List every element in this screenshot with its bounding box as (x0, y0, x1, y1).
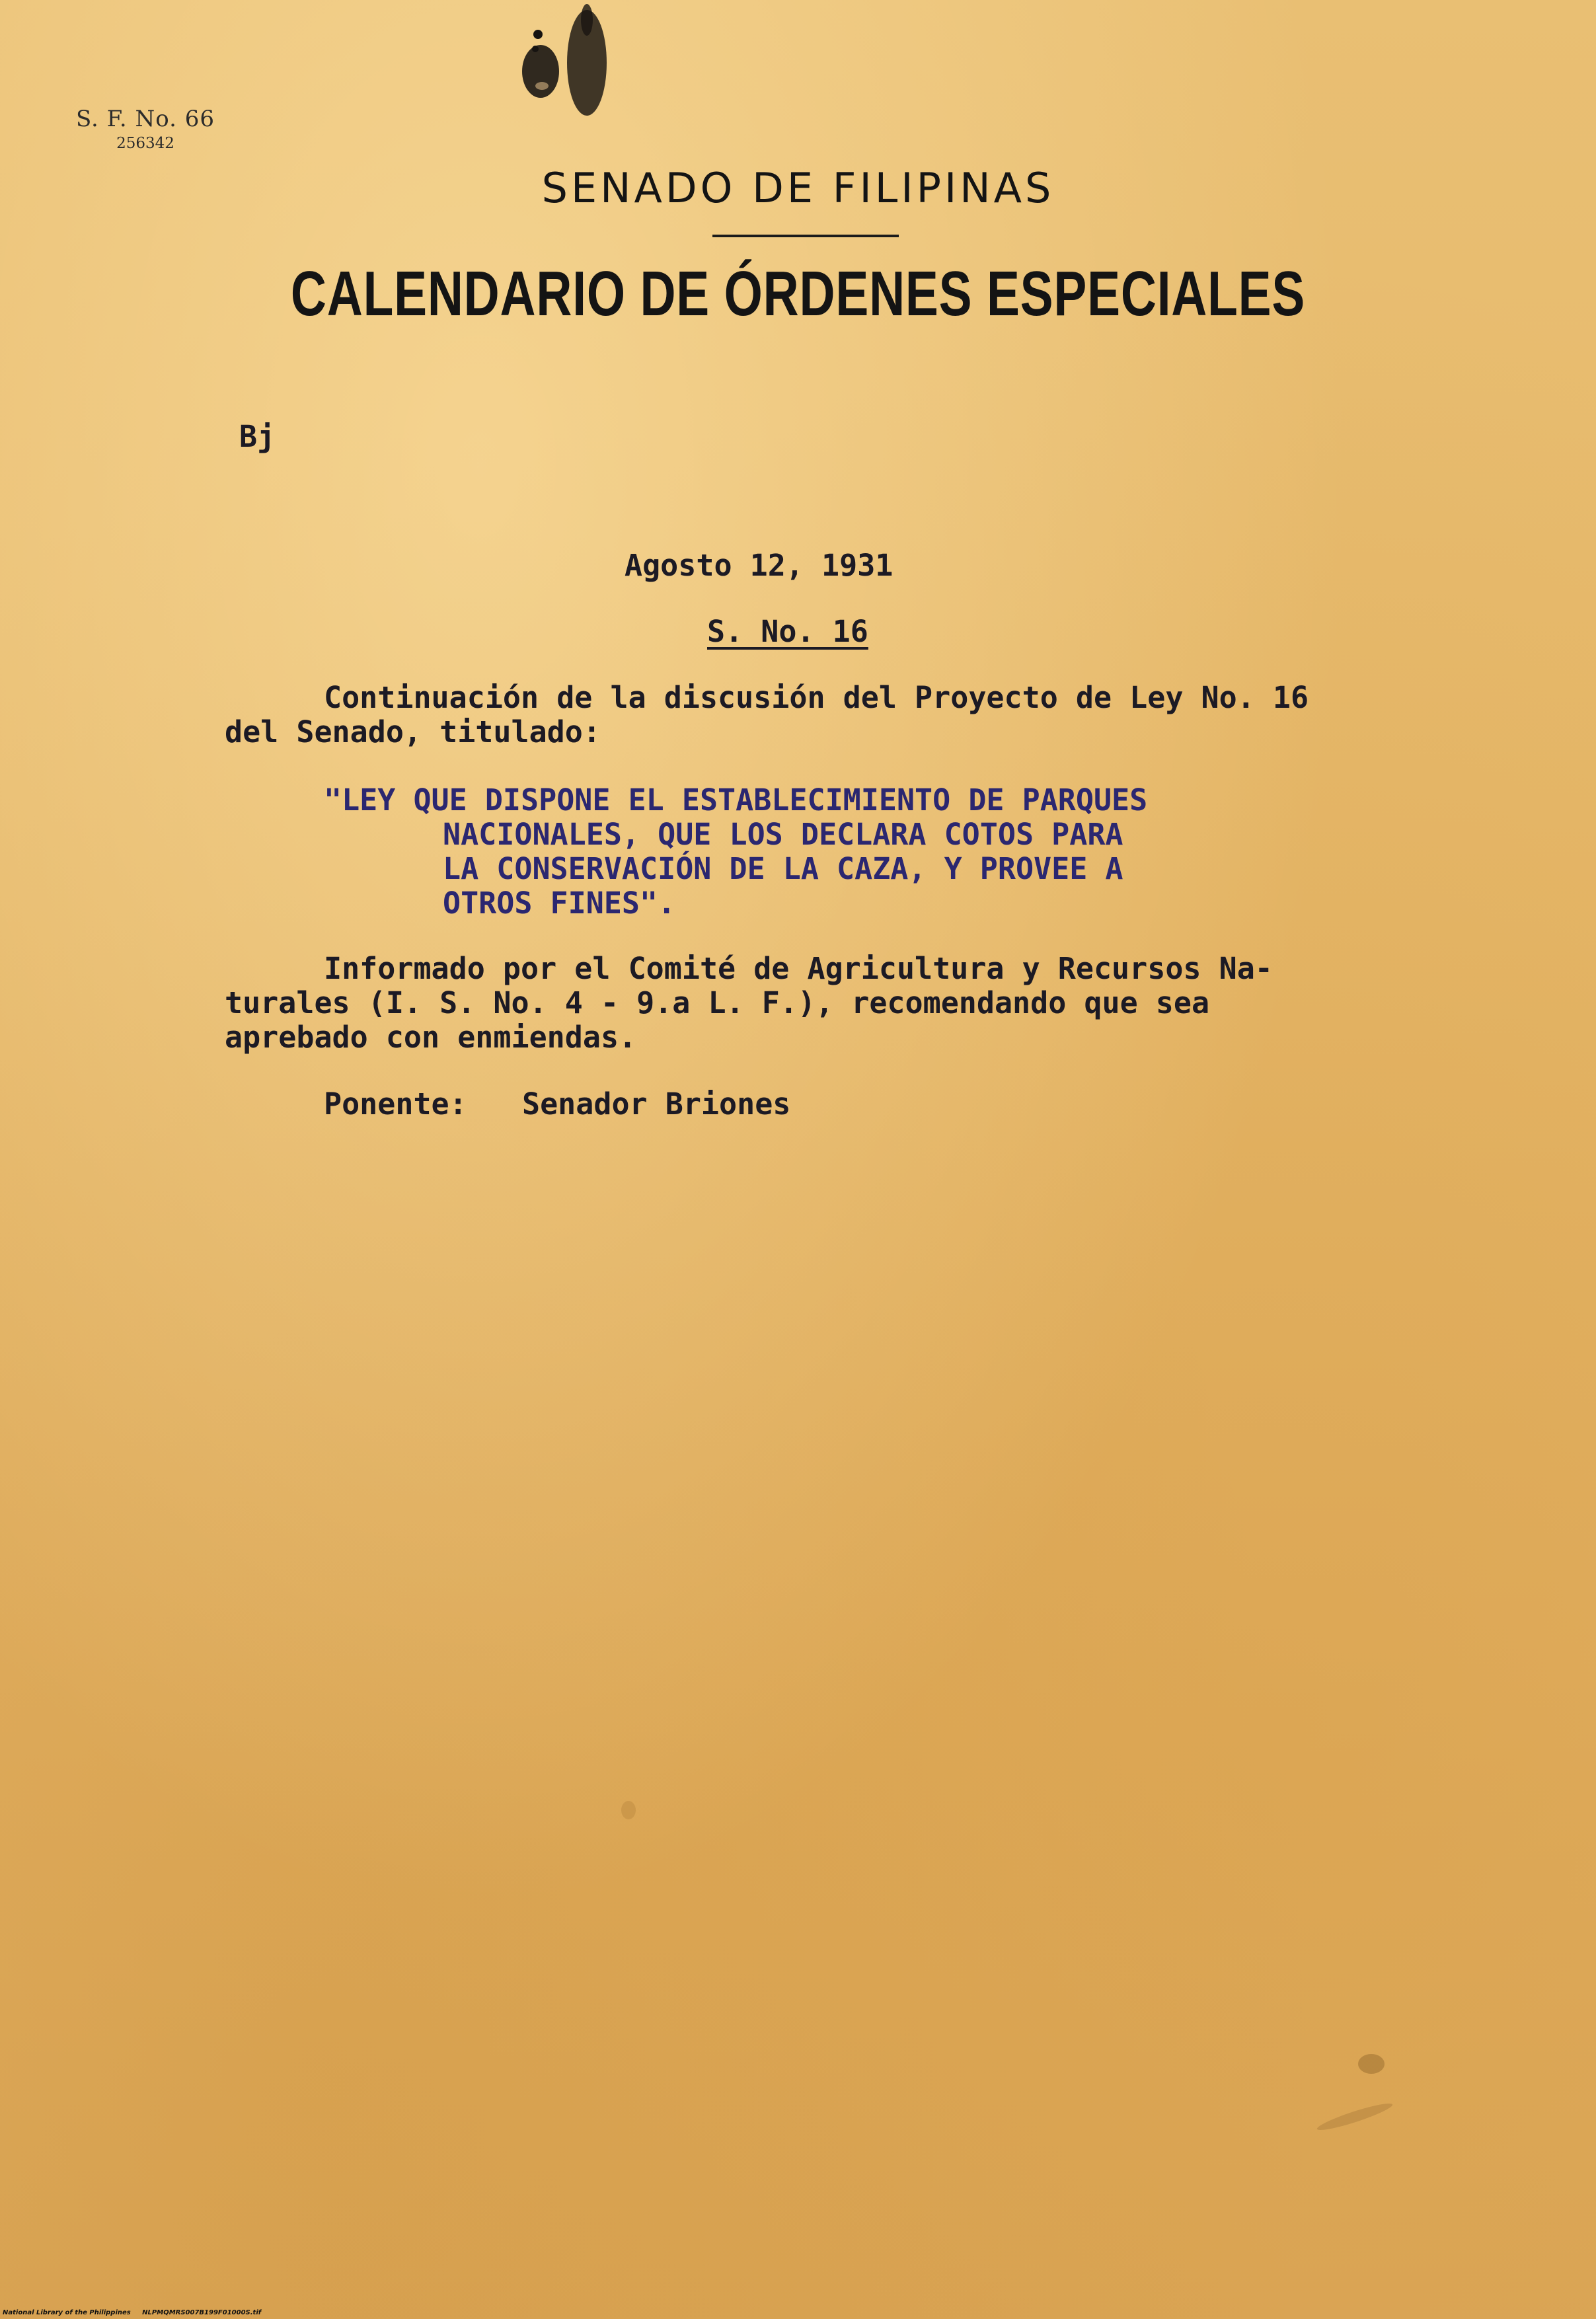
library-name: National Library of the Philippines (3, 2309, 131, 2316)
report-line-1: Informado por el Comité de Agricultura y Recursos Na- (324, 951, 1273, 986)
paper-stain (621, 1801, 636, 1819)
serial-stamp (69, 106, 221, 152)
initials: Bj (239, 419, 276, 454)
sponsor-label: Ponente: (324, 1086, 467, 1121)
document-number: 256342 (116, 135, 174, 152)
bill-title-line-3: LA CONSERVACIÓN DE LA CAZA, Y PROVEE A (443, 851, 1123, 886)
bill-title-line-1: "LEY QUE DISPONE EL ESTABLECIMIENTO DE PARQUES (324, 782, 1148, 817)
archive-footer (3, 2309, 261, 2316)
report-line-2: turales (I. S. No. 4 - 9.a L. F.), recomendando que sea (225, 985, 1210, 1020)
institution-heading: SENADO DE FILIPINAS (541, 164, 1055, 212)
bill-reference: S. No. 16 (707, 614, 868, 649)
intro-line-2: del Senado, titulado: (225, 714, 601, 749)
paper-stain (1315, 2100, 1394, 2134)
intro-line-1: Continuación de la discusión del Proyecto de Ley No. 16 (324, 680, 1309, 715)
report-line-3: aprebado con enmiendas. (225, 1020, 637, 1055)
calendar-title: CALENDARIO DE ÓRDENES ESPECIALES (290, 258, 1306, 329)
bill-title-line-4: OTROS FINES". (443, 886, 676, 921)
heading-divider (712, 235, 899, 237)
paper-stain (1358, 2054, 1385, 2074)
ink-blot-mark (502, 0, 628, 152)
bill-title-line-2: NACIONALES, QUE LOS DECLARA COTOS PARA (443, 817, 1123, 852)
sponsor-name: Senador Briones (522, 1086, 791, 1121)
sf-number: S. F. No. 66 (75, 106, 215, 132)
file-id: NLPMQMRS007B199F01000S.tif (142, 2309, 262, 2316)
calendar-date: Agosto 12, 1931 (625, 548, 893, 583)
